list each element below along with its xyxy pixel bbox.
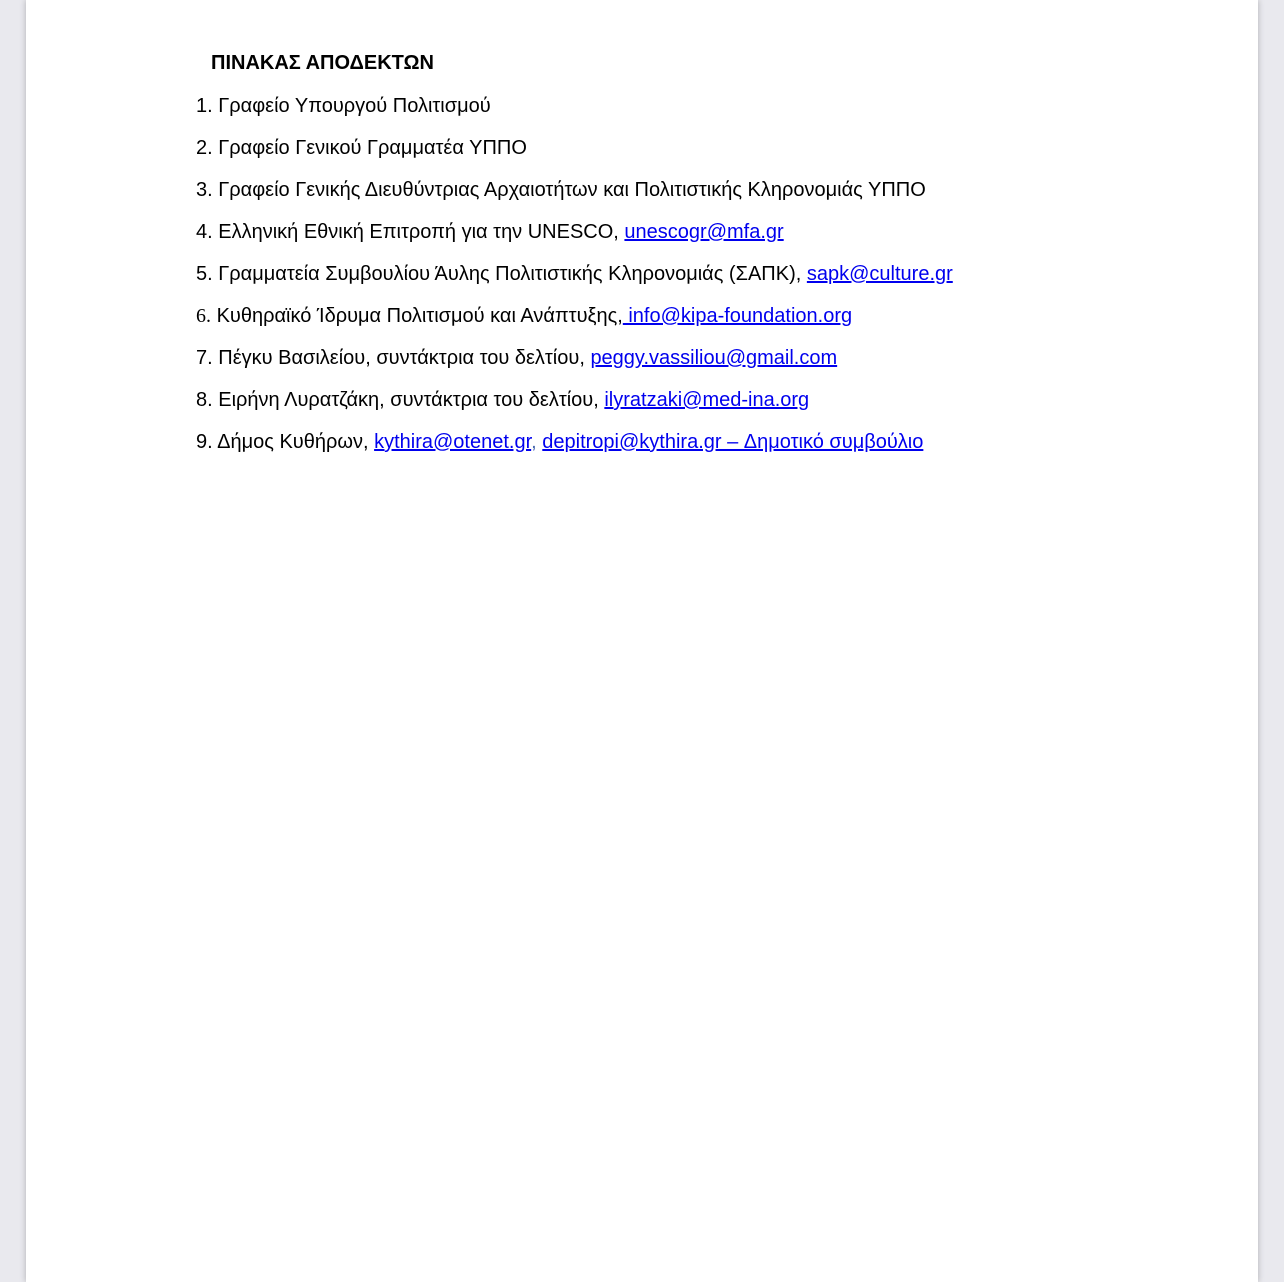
email-separator: , bbox=[531, 431, 543, 453]
item-number: 3. bbox=[196, 179, 213, 201]
list-item bbox=[196, 134, 953, 176]
list-item bbox=[196, 428, 953, 470]
document-title: ΠΙΝΑΚΑΣ ΑΠΟΔΕΚΤΩΝ bbox=[211, 52, 434, 74]
item-text: Ειρήνη Λυρατζάκη, συντάκτρια του δελτίου, bbox=[218, 389, 605, 411]
list-item bbox=[196, 176, 953, 218]
item-number: 2. bbox=[196, 137, 213, 159]
email-link[interactable]: info@kipa-foundation.org bbox=[622, 305, 853, 327]
item-number: 7. bbox=[196, 347, 213, 369]
item-text: Γραφείο Γενικού Γραμματέα ΥΠΠΟ bbox=[218, 137, 527, 159]
list-item bbox=[196, 386, 953, 428]
item-number: 8. bbox=[196, 389, 213, 411]
list-item bbox=[196, 344, 953, 386]
document-page bbox=[26, 0, 1258, 1282]
item-number: 1. bbox=[196, 95, 213, 117]
email-link[interactable]: unescogr@mfa.gr bbox=[624, 221, 784, 243]
list-item bbox=[196, 218, 953, 260]
item-text: Γραμματεία Συμβουλίου Άυλης Πολιτιστικής Κληρονομιάς (ΣΑΠΚ), bbox=[218, 263, 807, 285]
email-link[interactable]: peggy.vassiliou@gmail.com bbox=[590, 347, 838, 369]
email-link-secondary[interactable]: depitropi@kythira.gr – Δημοτικό συμβούλιο bbox=[542, 431, 924, 453]
item-number: 9. bbox=[196, 431, 213, 453]
recipient-list bbox=[196, 92, 953, 470]
item-number: 5. bbox=[196, 263, 213, 285]
item-text: Γραφείο Γενικής Διευθύντριας Αρχαιοτήτων και Πολιτιστικής Κληρονομιάς ΥΠΠΟ bbox=[218, 179, 926, 201]
item-text: Ελληνική Εθνική Επιτροπή για την UNESCO, bbox=[218, 221, 625, 243]
item-text: Κυθηραϊκό Ίδρυμα Πολιτισμού και Ανάπτυξης, bbox=[216, 305, 623, 327]
email-link[interactable]: ilyratzaki@med-ina.org bbox=[604, 389, 810, 411]
list-item bbox=[196, 260, 953, 302]
list-item bbox=[196, 302, 953, 344]
item-text: Γραφείο Υπουργού Πολιτισμού bbox=[218, 95, 491, 117]
list-item bbox=[196, 92, 953, 134]
email-link[interactable]: kythira@otenet.gr bbox=[374, 431, 532, 453]
item-text: Δήμος Κυθήρων, bbox=[217, 431, 375, 453]
item-text: Πέγκυ Βασιλείου, συντάκτρια του δελτίου, bbox=[218, 347, 591, 369]
email-link[interactable]: sapk@culture.gr bbox=[806, 263, 953, 285]
item-number: 6. bbox=[196, 305, 211, 327]
item-number: 4. bbox=[196, 221, 213, 243]
